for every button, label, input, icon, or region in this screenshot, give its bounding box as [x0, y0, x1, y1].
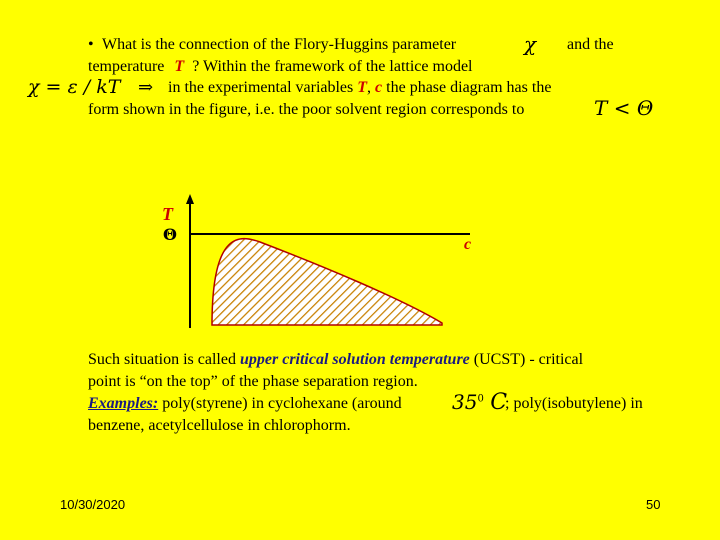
implies-arrow: ⇒	[138, 77, 154, 97]
temperature-number: 35	[452, 390, 478, 414]
question-line-1: What is the connection of the Flory-Huggins parameter	[102, 36, 457, 53]
x-axis-label: c	[464, 236, 472, 253]
page-number: 50	[646, 497, 661, 512]
ucst-line-1	[88, 349, 583, 370]
ucst-line-4: benzene, acetylcellulose in chlorophorm.	[88, 417, 351, 434]
celsius-unit: C	[490, 390, 508, 415]
question-line-3-text: in the experimental variables	[168, 79, 354, 96]
ucst-text-b: (UCST) - critical	[473, 351, 584, 368]
ucst-text-a: Such situation is called	[88, 351, 236, 368]
question-line-3-rest: the phase diagram has the	[386, 79, 552, 96]
temperature-symbol: T	[174, 58, 185, 75]
question-line-2-rest: ? Within the framework of the lattice model	[192, 58, 473, 75]
variable-c: c	[375, 79, 383, 96]
y-axis-label: T	[162, 204, 173, 224]
t-less-theta: T < Θ	[594, 96, 654, 120]
question-line-1-end: and the	[567, 36, 614, 53]
chi-symbol: χ	[524, 32, 537, 56]
temperature-value	[452, 390, 507, 415]
phase-diagram	[140, 190, 480, 335]
chi-equation: χ = ε / kT	[28, 76, 121, 98]
ucst-line-3-end: ; poly(isobutylene) in	[505, 395, 643, 412]
ucst-line-3	[88, 393, 402, 414]
variable-T: T	[357, 79, 368, 96]
question-line-3	[168, 77, 551, 98]
bullet: •	[88, 36, 94, 53]
footer-date: 10/30/2020	[60, 497, 126, 512]
ucst-term: upper critical solution temperature	[239, 351, 470, 368]
temperature-word: temperature	[88, 58, 165, 75]
question-line-4: form shown in the figure, i.e. the poor solvent region corresponds to	[88, 101, 525, 118]
theta-symbol: Θ	[163, 225, 177, 244]
two-phase-region	[212, 239, 442, 325]
examples-text-a: poly(styrene) in cyclohexane (around	[162, 395, 402, 412]
question-line-2	[88, 56, 472, 77]
variable-separator: ,	[367, 79, 372, 96]
degree-mark: 0	[477, 393, 484, 405]
examples-label: Examples:	[88, 395, 159, 412]
y-axis-arrowhead	[186, 194, 194, 204]
ucst-line-2: point is “on the top” of the phase separation region.	[88, 373, 418, 390]
